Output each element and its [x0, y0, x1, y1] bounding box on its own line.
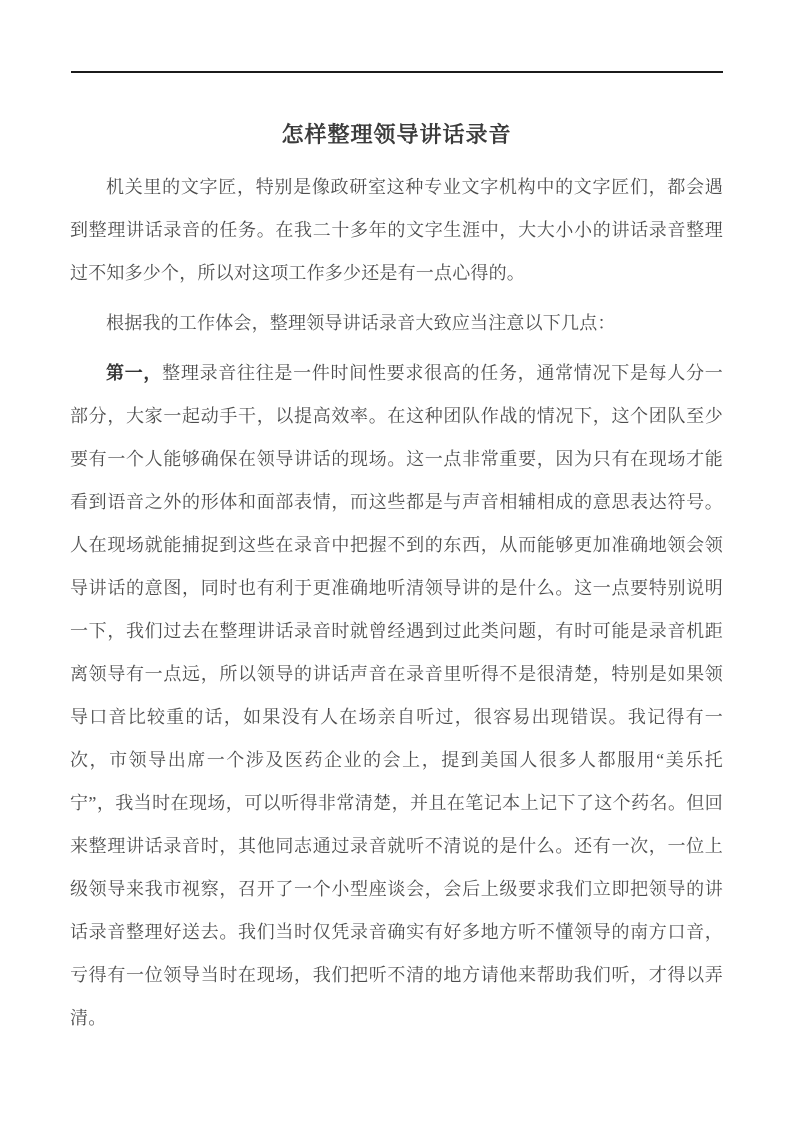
- paragraph-3: [70, 352, 723, 1040]
- header-rule: [71, 71, 723, 73]
- document-title: 怎样整理领导讲话录音: [281, 122, 512, 147]
- paragraph-1: [70, 166, 723, 295]
- paragraph-2-text: 根据我的工作体会，整理领导讲话录音大致应当注意以下几点：: [106, 313, 616, 333]
- paragraph-3-lead: 第一，: [106, 363, 163, 383]
- paragraph-2: [70, 302, 723, 345]
- paragraph-3-text: 整理录音往往是一件时间性要求很高的任务，通常情况下是每人分一部分，大家一起动手干，以提高效率。在这种团队作战的情况下，这个团队至少要有一个人能够确保在领导讲话的现场。这一点非常重要，因为只有在现场才能看到语音之外的形体和面部表情，而这些都是与声音相辅相成的意思表达符号。人在现场就能捕捉到这些在录音中把握不到的东西，从而能够更加准确地领会领导讲话的意图，同时也有利于更准确地听清领导讲的是什么。这一点要特别说明一下，我们过去在整理讲话录音时就曾经遇到过此类问题，有时可能是录音机距离领导有一点远，所以领导的讲话声音在录音里听得不是很清楚，特别是如果领导口音比较重的话，如果没有人在场亲自听过，很容易出现错误。我记得有一次，市领导出席一个涉及医药企业的会上，提到美国人很多人都服用“美乐托宁”，我当时在现场，可以听得非常清楚，并且在笔记本上记下了这个药名。但回来整理讲话录音时，其他同志通过录音就听不清说的是什么。还有一次，一位上级领导来我市视察，召开了一个小型座谈会，会后上级要求我们立即把领导的讲话录音整理好送去。我们当时仅凭录音确实有好多地方听不懂领导的南方口音，亏得有一位领导当时在现场，我们把听不清的地方请他来帮助我们听，才得以弄清。: [70, 363, 723, 1028]
- paragraph-1-text: 机关里的文字匠，特别是像政研室这种专业文字机构中的文字匠们，都会遇到整理讲话录音的任务。在我二十多年的文字生涯中，大大小小的讲话录音整理过不知多少个，所以对这项工作多少还是有一点心得的。: [70, 177, 723, 283]
- document-body: [70, 166, 723, 1047]
